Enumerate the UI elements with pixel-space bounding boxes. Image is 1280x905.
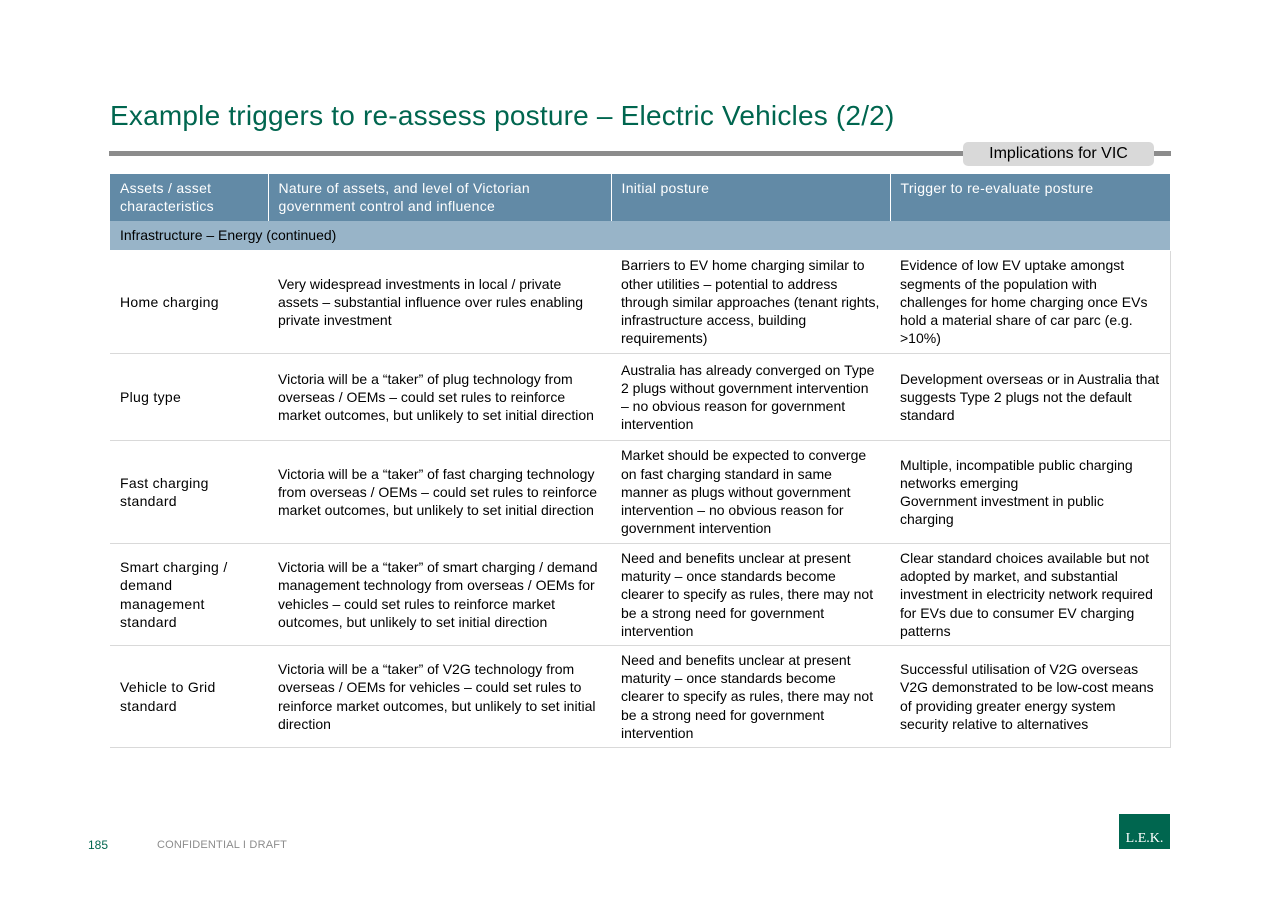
row-asset: Fast charging standard: [110, 441, 268, 544]
row-initial-posture: Need and benefits unclear at present maturity – once standards become clearer to specify as rules, there may not be a strong need for government intervention: [611, 544, 890, 646]
triggers-table: [110, 174, 1171, 748]
header-trigger: Trigger to re-evaluate posture: [890, 174, 1170, 221]
page-title: Example triggers to re-assess posture – Electric Vehicles (2/2): [110, 100, 895, 131]
table-row: [110, 441, 1170, 544]
row-trigger: Multiple, incompatible public charging networks emerging Government investment in public charging: [890, 441, 1170, 544]
row-nature: Victoria will be a “taker” of V2G technology from overseas / OEMs for vehicles – could set rules to reinforce market outcomes, but unlikely to set initial direction: [268, 646, 611, 748]
table-row: [110, 544, 1170, 646]
row-asset: Vehicle to Grid standard: [110, 646, 268, 748]
row-asset: Plug type: [110, 354, 268, 441]
row-initial-posture: Market should be expected to converge on fast charging standard in same manner as plugs without government intervention – no obvious reason for government intervention: [611, 441, 890, 544]
lek-logo: L.E.K.: [1119, 814, 1170, 849]
row-asset: Home charging: [110, 251, 268, 354]
table-row: [110, 251, 1170, 354]
table-row: [110, 354, 1170, 441]
implications-tag: Implications for VIC: [963, 142, 1154, 166]
section-row: [110, 221, 1170, 251]
row-trigger: Development overseas or in Australia that suggests Type 2 plugs not the default standard: [890, 354, 1170, 441]
row-trigger: Evidence of low EV uptake amongst segments of the population with challenges for home charging once EVs hold a material share of car parc (e.g. >10%): [890, 251, 1170, 354]
header-initial-posture: Initial posture: [611, 174, 890, 221]
row-trigger: Successful utilisation of V2G overseas V2G demonstrated to be low-cost means of providing greater energy system security relative to alternatives: [890, 646, 1170, 748]
row-nature: Victoria will be a “taker” of plug technology from overseas / OEMs – could set rules to reinforce market outcomes, but unlikely to set initial direction: [268, 354, 611, 441]
table-header-row: [110, 174, 1170, 221]
row-initial-posture: Australia has already converged on Type 2 plugs without government intervention – no obvious reason for government intervention: [611, 354, 890, 441]
header-nature: Nature of assets, and level of Victorian government control and influence: [268, 174, 611, 221]
section-label: Infrastructure – Energy (continued): [110, 221, 1170, 251]
confidential-label: CONFIDENTIAL I DRAFT: [157, 839, 288, 851]
row-nature: Victoria will be a “taker” of smart charging / demand management technology from overseas / OEMs for vehicles – could set rules to reinforce market outcomes, but unlikely to set initial direction: [268, 544, 611, 646]
row-nature: Very widespread investments in local / private assets – substantial influence over rules enabling private investment: [268, 251, 611, 354]
row-asset: Smart charging / demand management standard: [110, 544, 268, 646]
header-assets: Assets / asset characteristics: [110, 174, 268, 221]
row-nature: Victoria will be a “taker” of fast charging technology from overseas / OEMs – could set rules to reinforce market outcomes, but unlikely to set initial direction: [268, 441, 611, 544]
row-initial-posture: Need and benefits unclear at present maturity – once standards become clearer to specify as rules, there may not be a strong need for government intervention: [611, 646, 890, 748]
page-number: 185: [88, 838, 109, 852]
row-initial-posture: Barriers to EV home charging similar to other utilities – potential to address through similar approaches (tenant rights, infrastructure access, building requirements): [611, 251, 890, 354]
row-trigger: Clear standard choices available but not adopted by market, and substantial investment in electricity network required for EVs due to consumer EV charging patterns: [890, 544, 1170, 646]
table-row: [110, 646, 1170, 748]
